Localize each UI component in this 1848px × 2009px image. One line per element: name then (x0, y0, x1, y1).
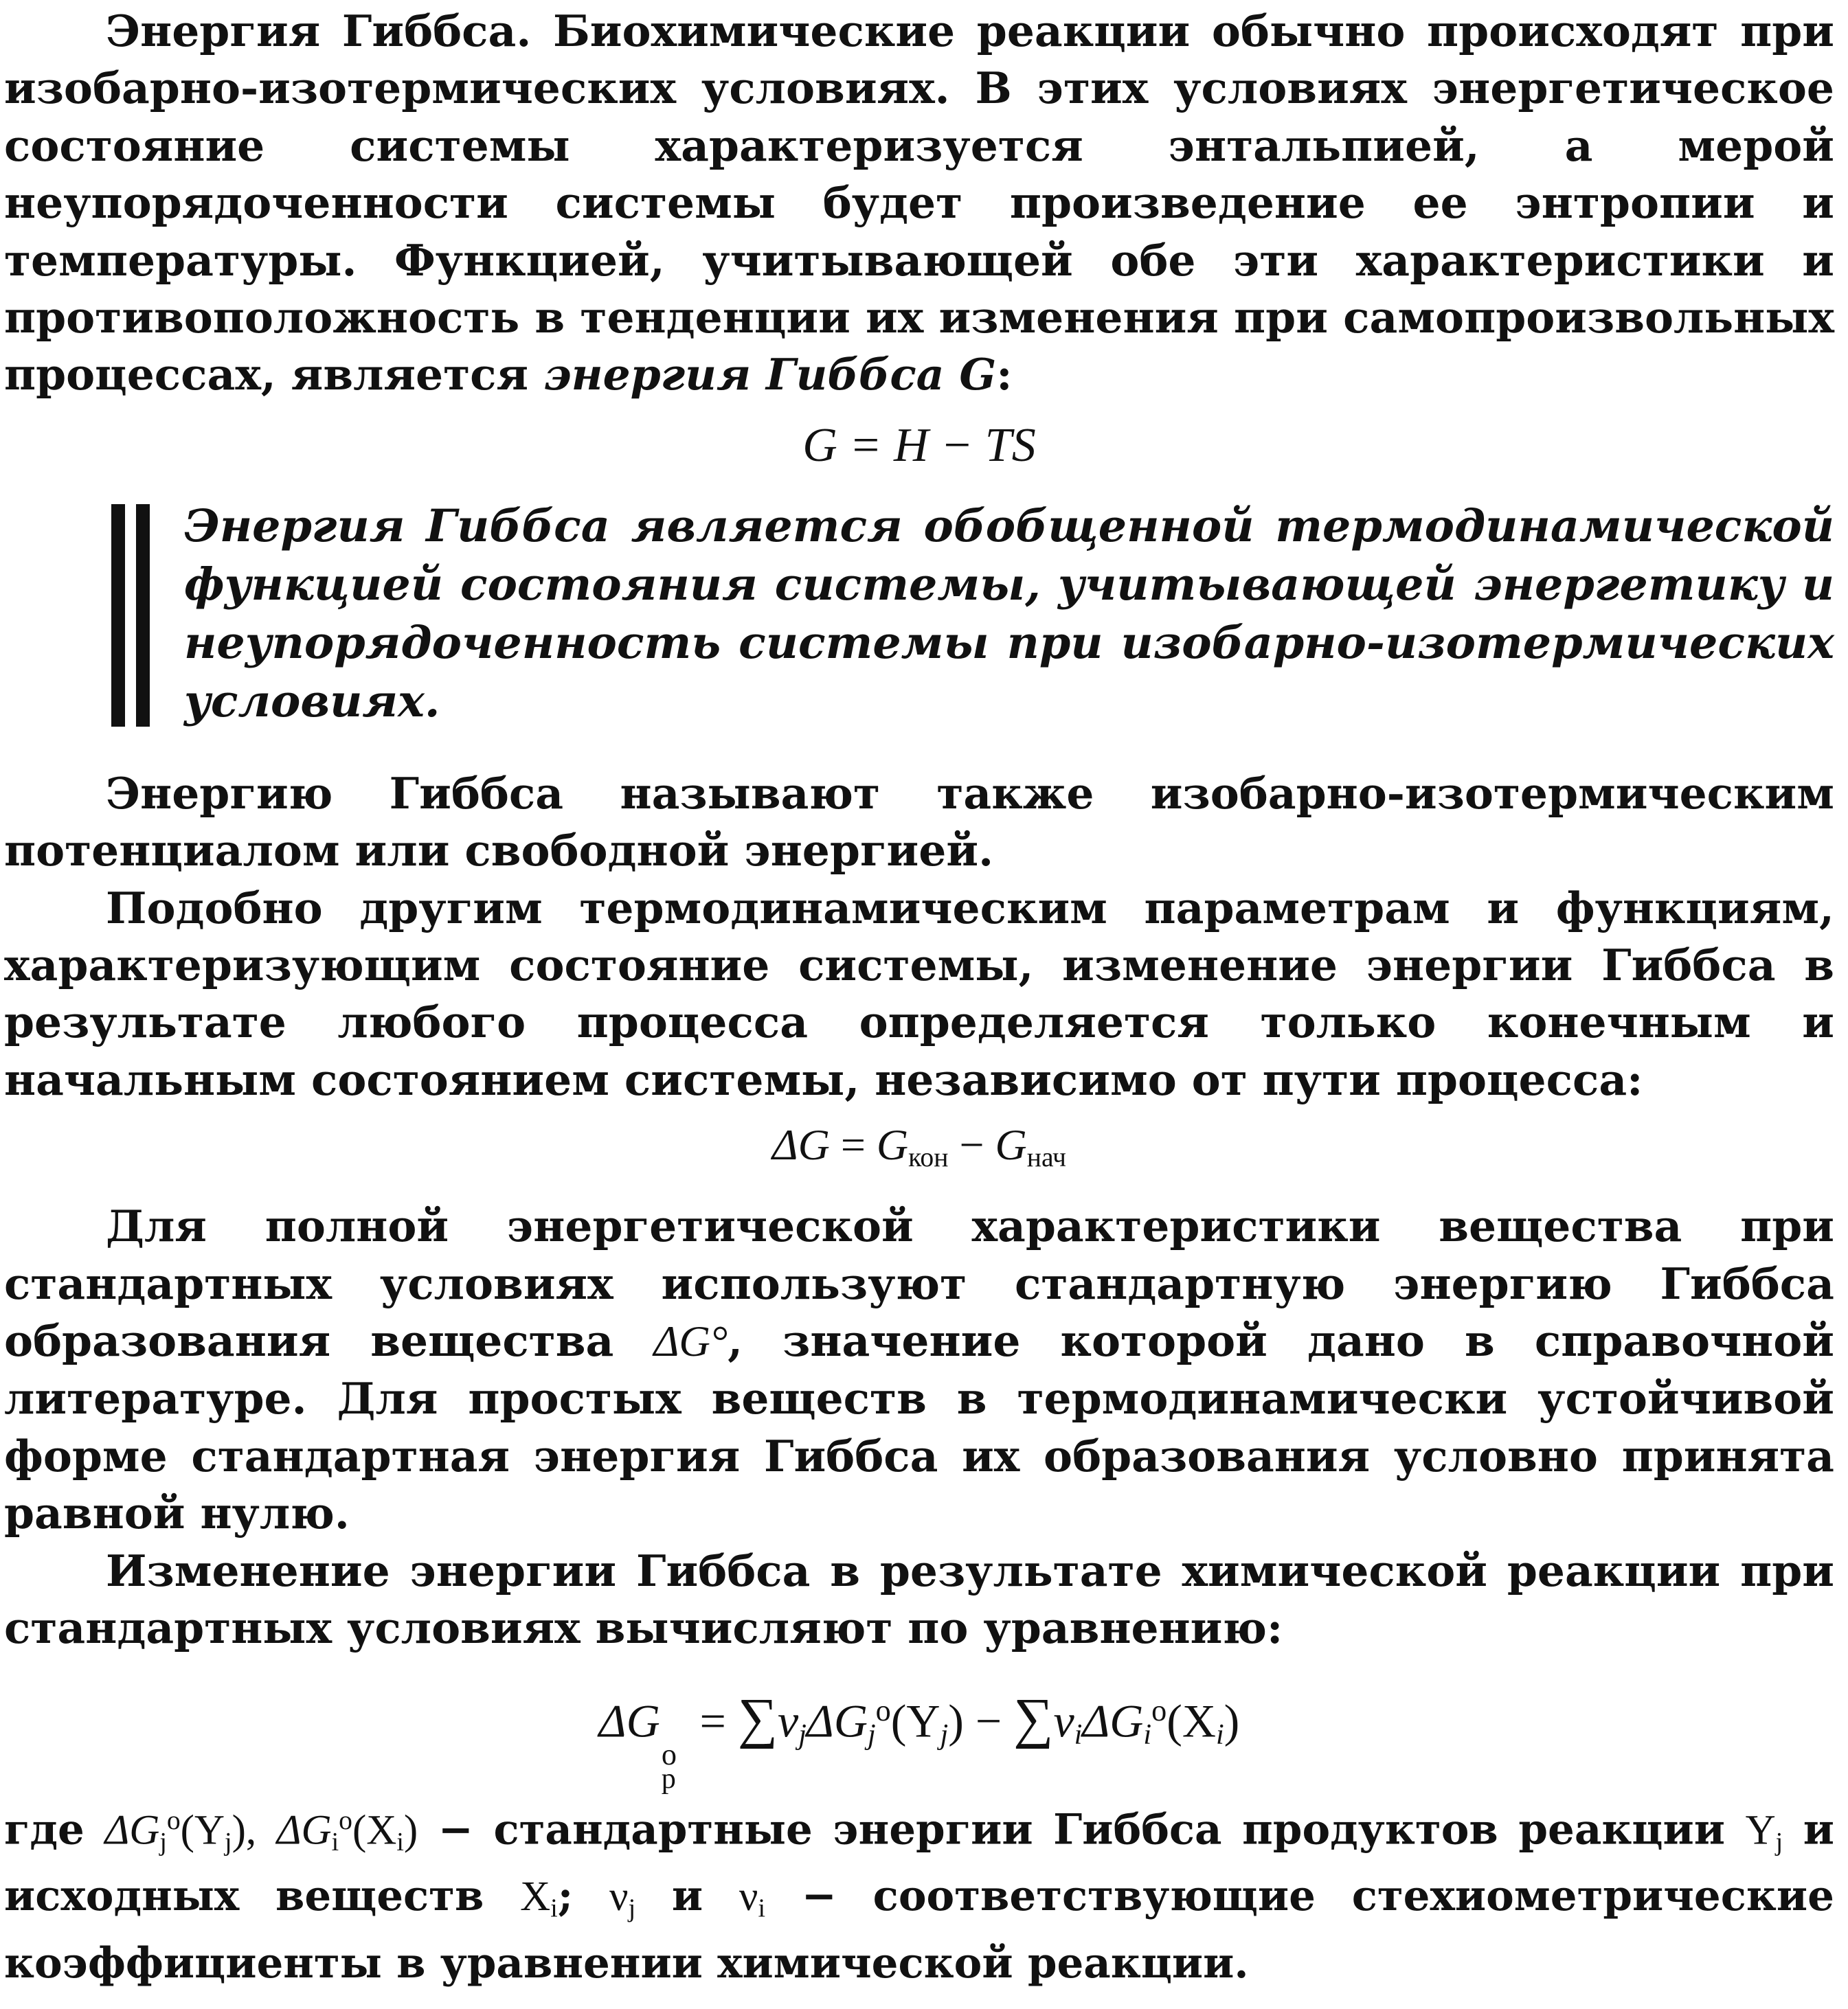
where-t2-argsub: i (396, 1827, 404, 1857)
formula-reaction (4, 1673, 1834, 1795)
where-xi-sub: i (550, 1894, 558, 1923)
where-t1-argsub: j (225, 1827, 232, 1857)
definition-body: является обобщенной термодинамической функцией состояния системы, учитывающей энергетику и неупорядоченность системы при изобарно-изотермических условиях. (184, 499, 1834, 727)
fr-sum2: ∑ (1013, 1687, 1054, 1750)
where-t1-sub: j (159, 1827, 167, 1857)
fr-dg2-sup: o (1151, 1694, 1167, 1728)
fr-x: (X (1167, 1695, 1216, 1748)
definition-lead: Энергия Гиббса (184, 499, 610, 552)
where-nuj-sub: j (628, 1894, 636, 1923)
fr-sum1: ∑ (737, 1687, 778, 1750)
fr-minus: − (963, 1695, 1014, 1748)
standard-energy-symbol: ΔG° (653, 1317, 728, 1365)
definition-text (184, 497, 1834, 731)
document-page (4, 0, 1834, 2009)
fr-nu-j: ν (778, 1695, 799, 1748)
fr-eq: = (688, 1695, 738, 1748)
where-t2-arg: (X (352, 1806, 397, 1853)
fr-y-sub: j (940, 1718, 949, 1751)
where-t1-sup: o (166, 1804, 181, 1835)
where-t2-sub: i (331, 1827, 339, 1857)
intro-end: : (996, 349, 1013, 400)
standard-energy-before: Для полной энергетической характеристики вещества при стандартных условиях используют стандартную энергию Гиббса образования вещества (4, 1201, 1834, 1366)
formula-gibbs (4, 415, 1834, 477)
where-nui: ν (739, 1874, 758, 1920)
where-mid3: ; (557, 1872, 610, 1921)
formula-delta-g-sub2: нач (1026, 1142, 1066, 1173)
fr-lhs: ΔG (598, 1695, 660, 1748)
fr-lhs-sub: p (661, 1762, 676, 1795)
paragraph-potential: Энергию Гиббса называют также изобарно-изотермическим потенциалом или свободной энергией. (4, 767, 1834, 876)
where-mid1: − стандартные энергии Гиббса продуктов реакции (418, 1804, 1746, 1854)
paragraph-standard-energy (4, 1198, 1834, 1542)
paragraph-state-function: Подобно другим термодинамическим параметрам и функциям, характеризующим состояние системы, изменение энергии Гиббса в результате любого процесса определяется только конечным и начальным состоянием системы, независимо от пути процесса: (4, 882, 1834, 1105)
standard-energy-after: , значение которой дано в справочной литературе. Для простых веществ в термодинамически устойчивой форме стандартная энергия Гиббса их образования условно принята равной нулю. (4, 1315, 1834, 1539)
where-tail: − соответствующие стехиометрические коэффициенты в уравнении химической реакции. (4, 1872, 1834, 1988)
where-t1: ΔG (104, 1806, 160, 1853)
section-lead: Энергия Гиббса. (106, 5, 532, 56)
definition-bar-left (111, 504, 125, 727)
fr-dg1-sup: o (875, 1694, 891, 1728)
where-yj: Y (1745, 1806, 1776, 1853)
fr-dg1: ΔG (806, 1695, 868, 1748)
fr-close2: ) (1224, 1695, 1240, 1748)
where-yj-sub: j (1775, 1827, 1783, 1857)
where-t2-sup: o (339, 1804, 352, 1835)
fr-dg2-sub: i (1143, 1718, 1152, 1751)
formula-delta-g (4, 1114, 1834, 1188)
formula-delta-g-left: ΔG (772, 1120, 830, 1170)
fr-x-sub: i (1215, 1718, 1224, 1751)
fr-nu-i: ν (1053, 1695, 1074, 1748)
where-t1-arg: (Y (180, 1806, 225, 1853)
where-gde: где (4, 1804, 84, 1854)
fr-y: (Y (890, 1695, 940, 1748)
paragraph-where (4, 1793, 1834, 1991)
fr-nu-j-sub: j (798, 1718, 807, 1751)
where-nui-sub: i (758, 1894, 766, 1923)
fr-nu-i-sub: i (1074, 1718, 1083, 1751)
fr-dg2: ΔG (1082, 1695, 1144, 1748)
formula-delta-g-g1: G (876, 1120, 909, 1170)
formula-delta-g-sub1: кон (908, 1142, 949, 1173)
where-and: и (635, 1872, 739, 1921)
definition-block (4, 497, 1834, 731)
where-nuj: ν (609, 1874, 629, 1920)
where-t2: ΔG (276, 1806, 332, 1853)
where-t2-close: ) (403, 1806, 418, 1853)
where-mid2: и исходных веществ (4, 1804, 1835, 1921)
fr-dg1-sub: j (867, 1718, 876, 1751)
definition-bar-right (136, 504, 150, 727)
formula-gibbs-text: G = H − TS (802, 418, 1036, 472)
formula-delta-g-g2: G (995, 1120, 1027, 1170)
where-xi: X (520, 1874, 551, 1920)
paragraph-reaction: Изменение энергии Гиббса в результате химической реакции при стандартных условиях вычисляют по уравнению: (4, 1545, 1834, 1654)
formula-delta-g-minus: − (948, 1120, 995, 1170)
where-t1-close: ), (232, 1806, 257, 1853)
intro-term: энергия Гиббса G (543, 349, 997, 400)
fr-lhs-sup: o (661, 1738, 677, 1772)
intro-paragraph (4, 3, 1834, 404)
fr-close1: ) (948, 1695, 964, 1748)
formula-delta-g-eq: = (829, 1120, 877, 1170)
intro-text: Биохимические реакции обычно происходят при изобарно-изотермических условиях. В этих условиях энергетическое состояние системы характеризуется энтальпией, а мерой неупорядоченности системы будет произведение ее энтропии и температуры. Функцией, учитывающей обе эти характеристики и противоположность в тенденции их изменения при самопроизвольных процессах, является (4, 5, 1834, 400)
